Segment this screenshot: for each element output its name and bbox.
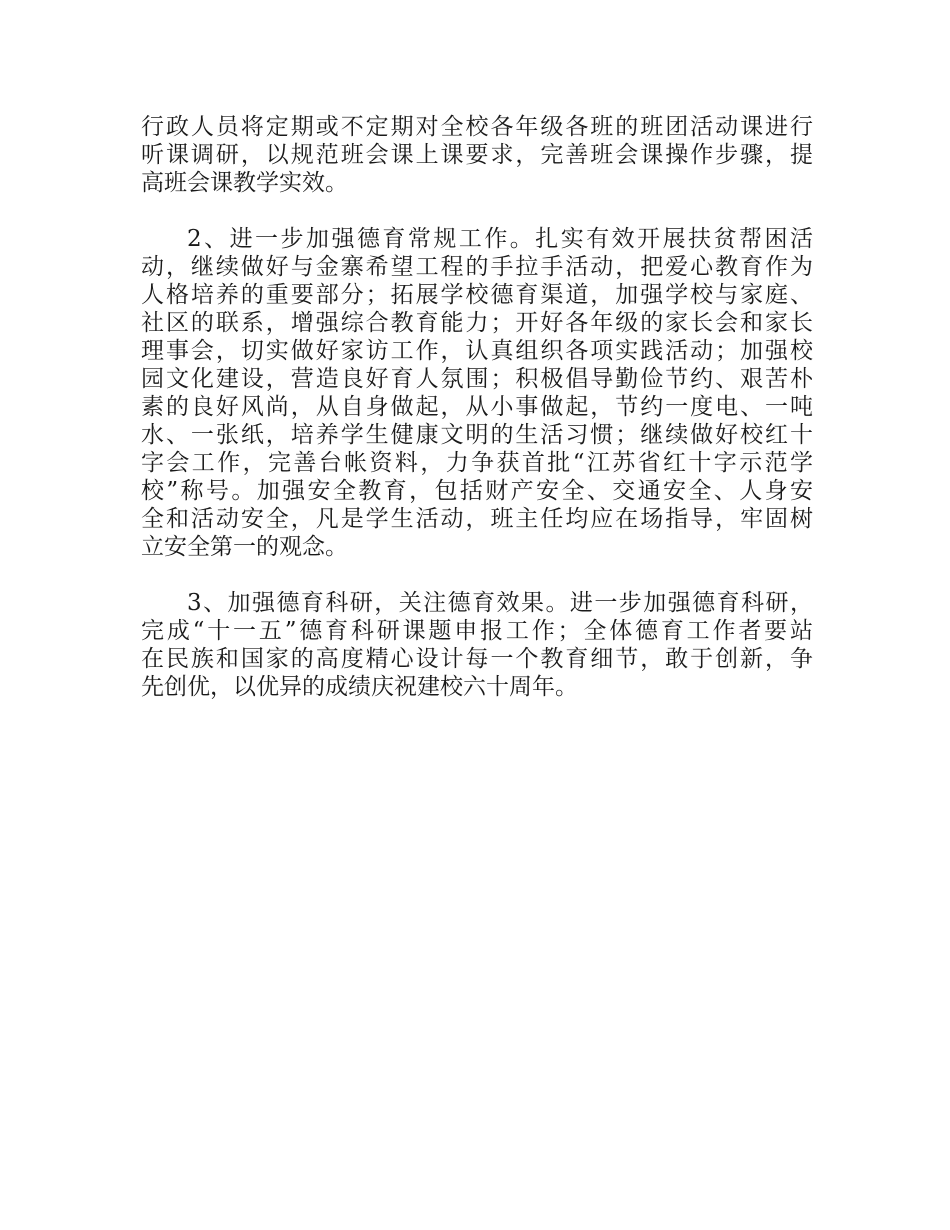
text-line: 在民族和国家的高度精心设计每一个教育细节，敢于创新，争 — [141, 646, 813, 672]
paragraph-item-3 — [141, 589, 813, 701]
paragraph-continuation — [141, 113, 813, 197]
text-line: 素的良好风尚，从自身做起，从小事做起，节约一度电、一吨 — [141, 394, 813, 420]
text-line: 3、加强德育科研，关注德育效果。进一步加强德育科研， — [187, 590, 813, 616]
text-line: 高班会课教学实效。 — [141, 170, 348, 196]
text-line: 园文化建设，营造良好育人氛围；积极倡导勤俭节约、艰苦朴 — [141, 366, 813, 392]
text-line: 立安全第一的观念。 — [141, 534, 348, 560]
text-line: 人格培养的重要部分；拓展学校德育渠道，加强学校与家庭、 — [141, 282, 813, 308]
text-line: 行政人员将定期或不定期对全校各年级各班的班团活动课进行 — [141, 114, 813, 140]
text-line: 2、进一步加强德育常规工作。扎实有效开展扶贫帮困活 — [187, 226, 813, 252]
text-line: 理事会，切实做好家访工作，认真组织各项实践活动；加强校 — [141, 338, 813, 364]
text-line: 全和活动安全，凡是学生活动，班主任均应在场指导，牢固树 — [141, 506, 813, 532]
text-line: 水、一张纸，培养学生健康文明的生活习惯；继续做好校红十 — [141, 422, 813, 448]
text-line: 社区的联系，增强综合教育能力；开好各年级的家长会和家长 — [141, 310, 813, 336]
document-body — [141, 113, 813, 729]
text-line: 完成“十一五”德育科研课题申报工作；全体德育工作者要站 — [141, 618, 813, 644]
text-line: 校”称号。加强安全教育，包括财产安全、交通安全、人身安 — [141, 478, 813, 504]
text-line: 动，继续做好与金寨希望工程的手拉手活动，把爱心教育作为 — [141, 254, 813, 280]
text-line: 先创优，以优异的成绩庆祝建校六十周年。 — [141, 674, 578, 700]
paragraph-item-2 — [141, 225, 813, 561]
text-line: 字会工作，完善台帐资料，力争获首批“江苏省红十字示范学 — [141, 450, 813, 476]
text-line: 听课调研，以规范班会课上课要求，完善班会课操作步骤，提 — [141, 142, 813, 168]
